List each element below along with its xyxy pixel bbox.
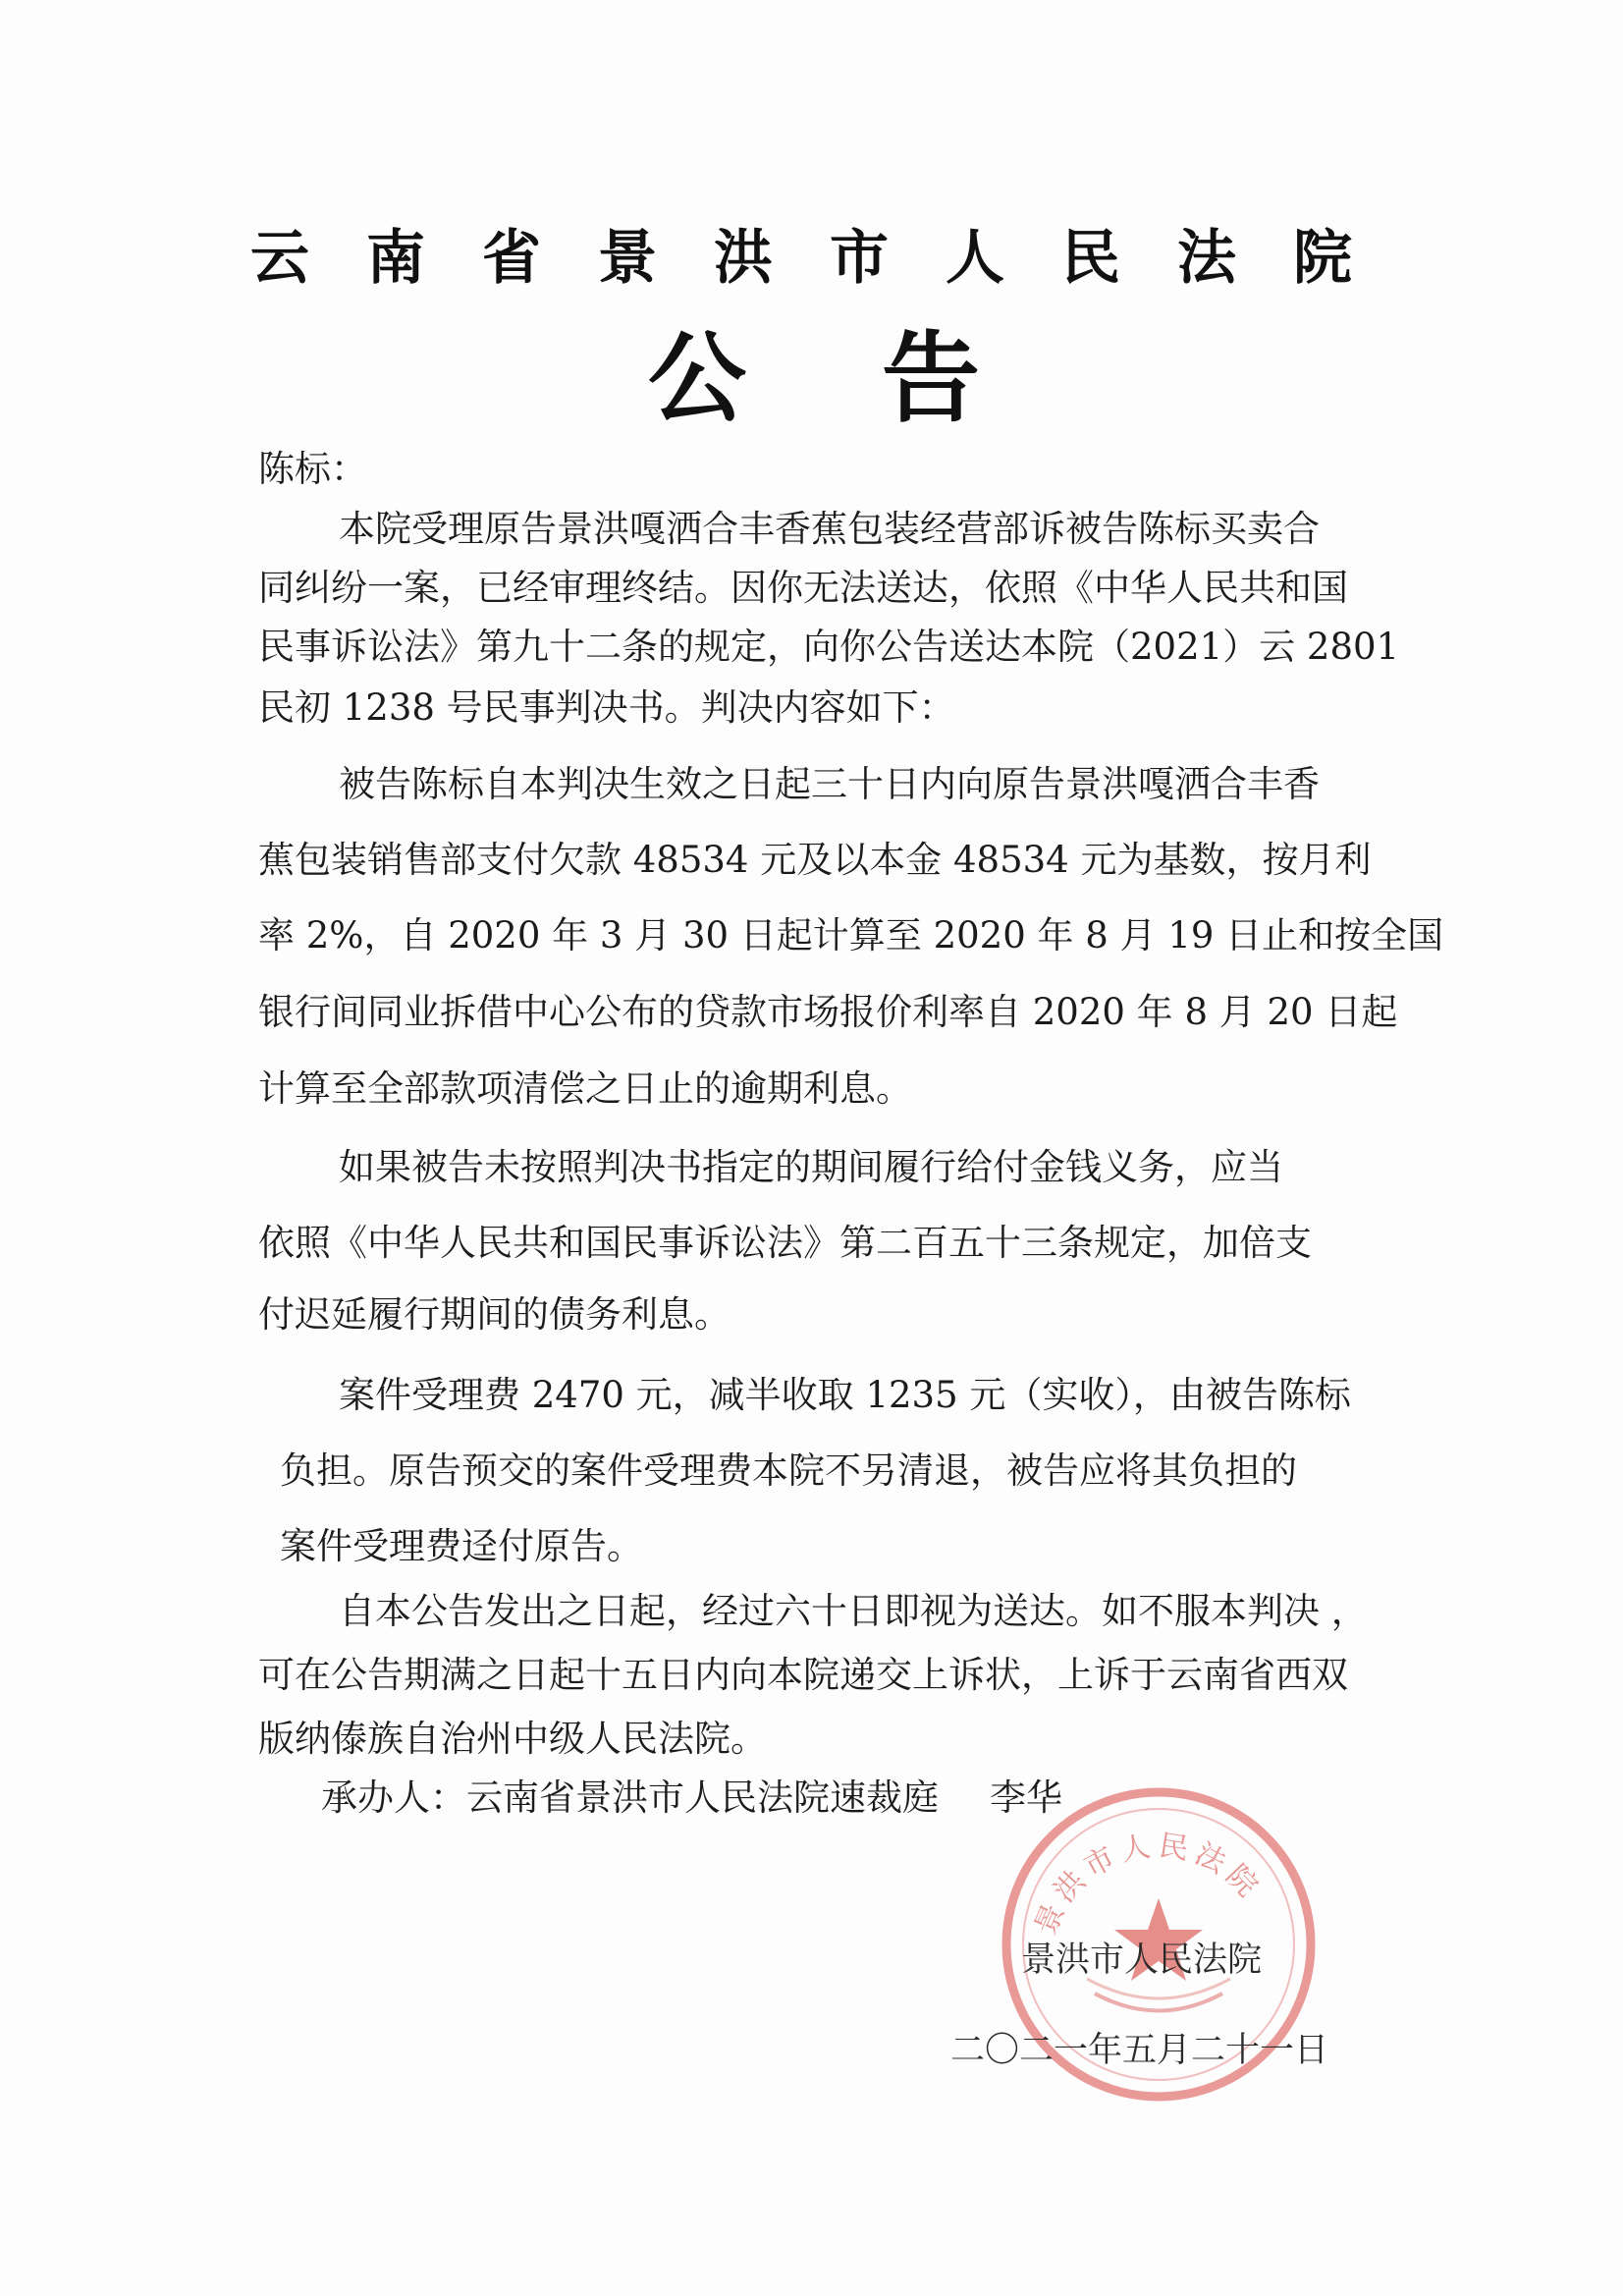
handler-line [321,1768,1062,1821]
paragraph-line: 可在公告期满之日起十五日内向本院递交上诉状，上诉于云南省西双 [258,1654,1348,1696]
signing-date: 二〇二一年五月二十一日 [950,2031,1329,2070]
paragraph-line: 案件受理费 2470 元，减半收取 1235 元（实收），由被告陈标 [339,1374,1351,1416]
paragraph-line: 同纠纷一案，已经审理终结。因你无法送达，依照《中华人民共和国 [258,567,1348,609]
paragraph-line: 民事诉讼法》第九十二条的规定，向你公告送达本院（2021）云 2801 [258,626,1400,668]
paragraph-line: 负担。原告预交的案件受理费本院不另清退，被告应将其负担的 [280,1449,1297,1492]
paragraph-line: 民初 1238 号民事判决书。判决内容如下： [258,686,955,729]
paragraph-line: 如果被告未按照判决书指定的期间履行给付金钱义务，应当 [339,1146,1283,1188]
paragraph-line: 案件受理费迳付原告。 [280,1525,643,1567]
paragraph-line: 被告陈标自本判决生效之日起三十日内向原告景洪嘎洒合丰香 [339,763,1320,805]
paragraph-line: 版纳傣族自治州中级人民法院。 [258,1718,767,1760]
handler-department: 云南省景洪市人民法院速裁庭 [466,1777,939,1819]
paragraph-line: 计算至全部款项清偿之日止的逾期利息。 [258,1067,912,1110]
handler-label: 承办人： [321,1777,466,1819]
paragraph-line: 蕉包装销售部支付欠款 48534 元及以本金 48534 元为基数，按月利 [258,839,1372,881]
paragraph-line: 付迟延履行期间的债务利息。 [258,1293,730,1336]
paragraph-line: 依照《中华人民共和国民事诉讼法》第二百五十三条规定，加倍支 [258,1222,1312,1264]
signing-organization: 景洪市人民法院 [1021,1941,1263,1980]
paragraph-line: 自本公告发出之日起，经过六十日即视为送达。如不服本判决 ， [339,1590,1368,1632]
handler-name: 李华 [990,1777,1062,1819]
svg-text:景洪市人民法院 [1028,1829,1268,1941]
seal-text: 景洪市人民法院 [1028,1828,1269,1941]
notice-title: 公告 [648,321,1115,436]
court-name-heading: 云南省景洪市人民法院 [250,224,1409,293]
paragraph-line: 银行间同业拆借中心公布的贷款市场报价利率自 2020 年 8 月 20 日起 [258,991,1398,1033]
addressee: 陈标： [258,448,367,490]
paragraph-line: 率 2%，自 2020 年 3 月 30 日起计算至 2020 年 8 月 19 日止和按全国 [258,914,1444,957]
paragraph-line: 本院受理原告景洪嘎洒合丰香蕉包装经营部诉被告陈标买卖合 [339,508,1320,550]
